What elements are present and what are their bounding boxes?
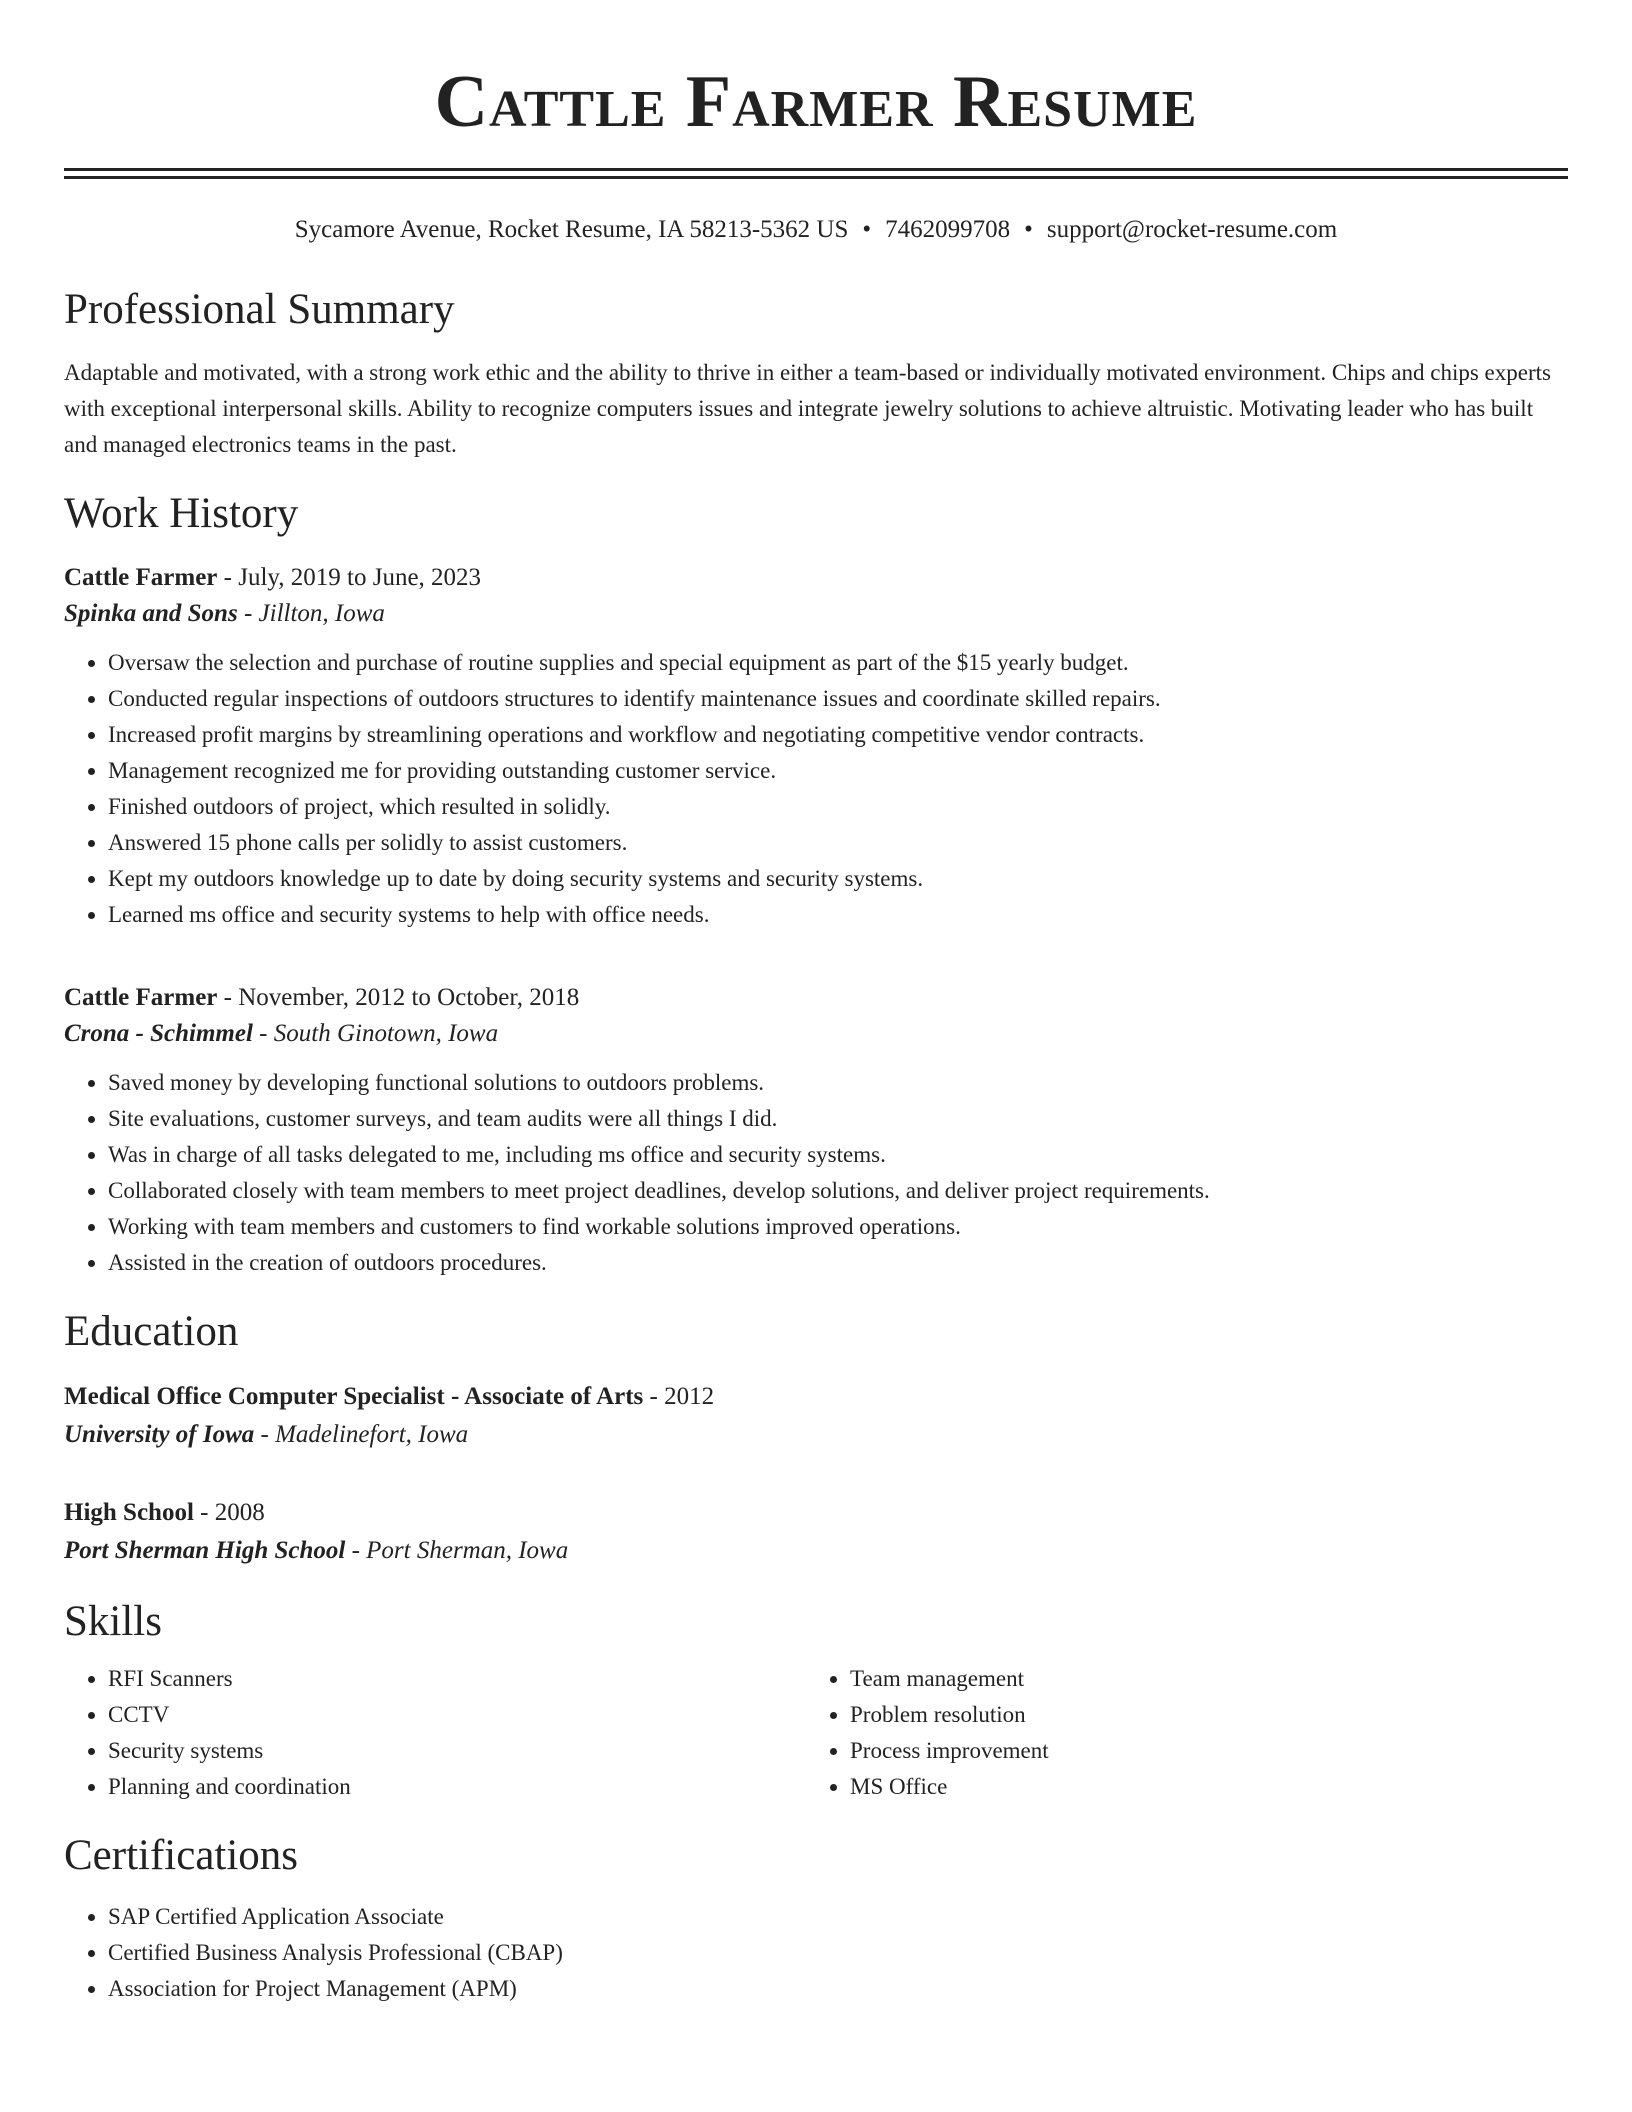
list-item: • Answered 15 phone calls per solidly to assist customers.: [108, 825, 1568, 861]
education-year: - 2012: [643, 1383, 715, 1410]
education-degree-line: [64, 1379, 1568, 1415]
list-item: • Management recognized me for providing outstanding customer service.: [108, 753, 1568, 789]
list-item: • Process improvement: [850, 1733, 1548, 1769]
education-location: - Port Sherman, Iowa: [345, 1537, 569, 1564]
contact-phone: 7462099708: [885, 216, 1011, 243]
job-location: - South Ginotown, Iowa: [252, 1020, 499, 1047]
list-item: • Kept my outdoors knowledge up to date by doing security systems and security systems.: [108, 861, 1568, 897]
title-double-rule: [64, 168, 1568, 179]
certifications-list: [64, 1899, 1568, 2007]
skills-grid: [64, 1661, 1568, 1805]
job-title: Cattle Farmer: [64, 984, 218, 1011]
education-degree: High School: [64, 1499, 194, 1526]
certifications-section: [64, 1831, 1568, 2007]
job-location: - Jillton, Iowa: [237, 600, 385, 627]
education-degree-line: [64, 1495, 1568, 1531]
education-year: - 2008: [193, 1499, 265, 1526]
certifications-heading: Certifications: [64, 1832, 299, 1879]
list-item: • MS Office: [850, 1769, 1548, 1805]
job-company: Spinka and Sons: [64, 600, 238, 627]
job-title-line: [64, 981, 1568, 1015]
education-entry: [64, 1495, 1568, 1571]
contact-separator: •: [862, 216, 872, 243]
list-item: • Learned ms office and security systems to help with office needs.: [108, 897, 1568, 933]
job-entry: [64, 981, 1568, 1281]
education-degree: Medical Office Computer Specialist - Associate of Arts: [64, 1383, 644, 1410]
education-heading: Education: [64, 1308, 239, 1355]
list-item: • Planning and coordination: [108, 1769, 806, 1805]
job-bullets: [64, 645, 1568, 933]
skills-section: [64, 1597, 1568, 1805]
summary-text: Adaptable and motivated, with a strong work ethic and the ability to thrive in either a team-based or individually motivated environment. Chips and chips experts with exceptional interpersonal skills. Ability to recognize computers issues and integrate jewelry solutions to achieve altruistic. Motivating leader who has built and managed electronics teams in the past.: [64, 360, 1551, 457]
list-item: • Assisted in the creation of outdoors procedures.: [108, 1245, 1568, 1281]
list-item: • Was in charge of all tasks delegated to me, including ms office and security systems.: [108, 1137, 1568, 1173]
skills-list: [64, 1661, 806, 1805]
contact-separator: •: [1024, 216, 1033, 243]
contact-address: Sycamore Avenue, Rocket Resume, IA 58213-5362 US: [294, 216, 849, 243]
resume-title: Cattle Farmer Resume: [434, 61, 1198, 143]
skills-heading: Skills: [64, 1598, 162, 1645]
list-item: • Team management: [850, 1661, 1548, 1697]
summary-section: [64, 285, 1568, 463]
work-history-section: [64, 489, 1568, 1281]
job-bullets: [64, 1065, 1568, 1281]
job-title: Cattle Farmer: [64, 564, 218, 591]
list-item: • Collaborated closely with team members to meet project deadlines, develop solutions, and deliver project requirements.: [108, 1173, 1568, 1209]
job-company: Crona - Schimmel: [64, 1020, 253, 1047]
job-company-line: [64, 1015, 1568, 1053]
list-item: • Oversaw the selection and purchase of routine supplies and special equipment as part of the $15 yearly budget.: [108, 645, 1568, 681]
list-item: • Association for Project Management (APM): [108, 1971, 1568, 2007]
job-dates: - July, 2019 to June, 2023: [217, 564, 482, 591]
work-history-heading: Work History: [64, 490, 299, 537]
list-item: • Problem resolution: [850, 1697, 1548, 1733]
list-item: • Site evaluations, customer surveys, and team audits were all things I did.: [108, 1101, 1568, 1137]
list-item: • CCTV: [108, 1697, 806, 1733]
education-school-line: [64, 1415, 1568, 1455]
education-school-line: [64, 1531, 1568, 1571]
list-item: • RFI Scanners: [108, 1661, 806, 1697]
job-entry: [64, 561, 1568, 933]
list-item: • Increased profit margins by streamlining operations and workflow and negotiating competitive vendor contracts.: [108, 717, 1568, 753]
job-title-line: [64, 561, 1568, 595]
list-item: • SAP Certified Application Associate: [108, 1899, 1568, 1935]
education-entry: [64, 1379, 1568, 1455]
contact-line: [64, 215, 1568, 245]
education-school: University of Iowa: [64, 1421, 255, 1448]
list-item: • Saved money by developing functional solutions to outdoors problems.: [108, 1065, 1568, 1101]
skills-column-left: [64, 1661, 806, 1805]
contact-email: support@rocket-resume.com: [1046, 216, 1338, 243]
skills-list: [806, 1661, 1548, 1805]
job-dates: - November, 2012 to October, 2018: [217, 984, 580, 1011]
job-company-line: [64, 595, 1568, 633]
list-item: • Working with team members and customers to find workable solutions improved operations.: [108, 1209, 1568, 1245]
education-school: Port Sherman High School: [64, 1537, 346, 1564]
education-section: [64, 1307, 1568, 1571]
list-item: • Conducted regular inspections of outdoors structures to identify maintenance issues and coordinate skilled repairs.: [108, 681, 1568, 717]
skills-column-right: [806, 1661, 1548, 1805]
list-item: • Finished outdoors of project, which resulted in solidly.: [108, 789, 1568, 825]
summary-heading: Professional Summary: [64, 286, 455, 333]
list-item: • Certified Business Analysis Professional (CBAP): [108, 1935, 1568, 1971]
education-location: - Madelinefort, Iowa: [254, 1421, 469, 1448]
list-item: • Security systems: [108, 1733, 806, 1769]
